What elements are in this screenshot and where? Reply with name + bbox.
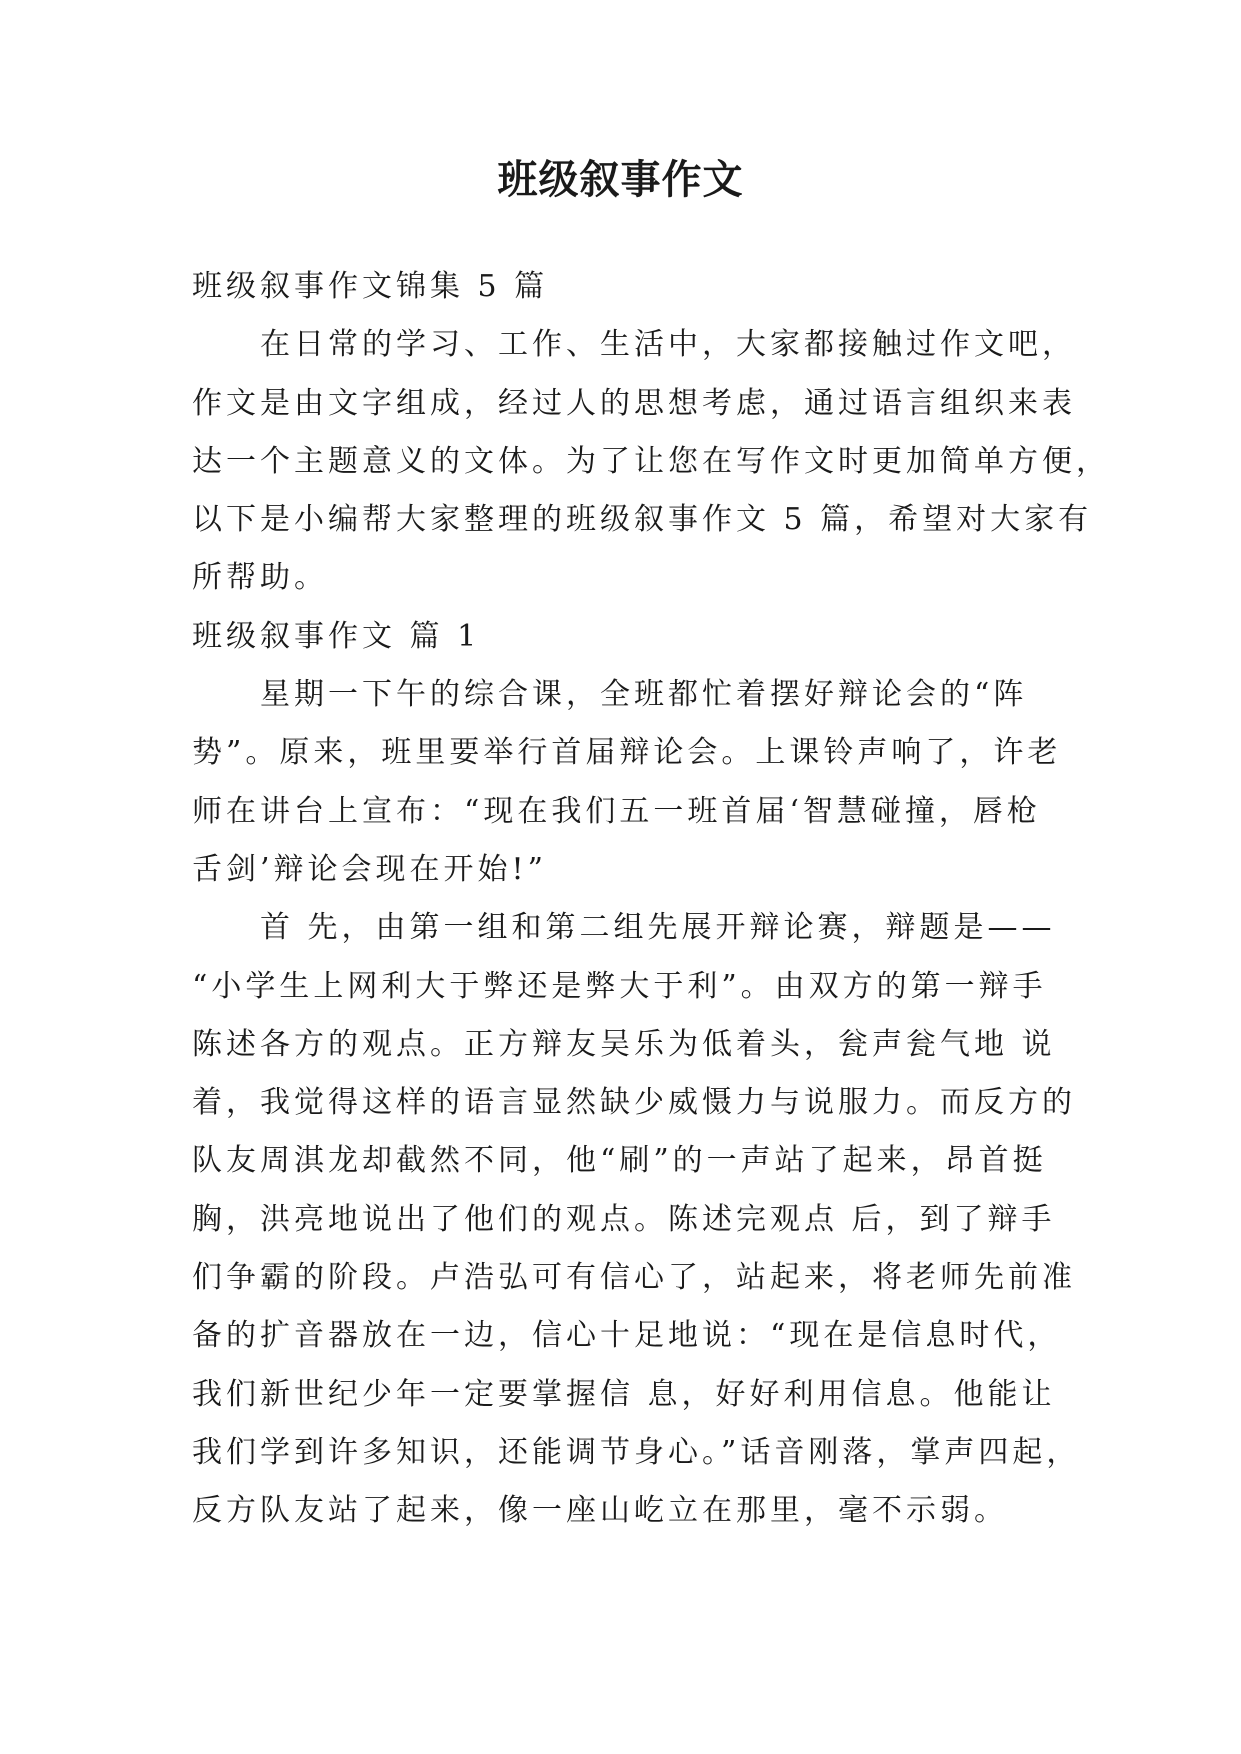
paragraph-line: 舌剑’辩论会现在开始!” [192, 851, 547, 887]
paragraph-line: “小学生上网利大于弊还是弊大于利”。由双方的第一辩手 [192, 968, 1047, 1004]
paragraph-line: 在日常的学习、工作、生活中，大家都接触过作文吧， [260, 327, 1076, 363]
paragraph-line: 以下是小编帮大家整理的班级叙事作文 5 篇，希望对大家有 [192, 502, 1093, 538]
paragraph-line: 师在讲台上宣布：“现在我们五一班首届‘智慧碰撞，唇枪 [192, 793, 1041, 829]
paragraph-line: 星期一下午的综合课，全班都忙着摆好辩论会的“阵 [260, 677, 1028, 713]
paragraph-line: 队友周淇龙却截然不同，他“刷”的一声站了起来，昂首挺 [192, 1143, 1047, 1179]
document-title: 班级叙事作文 [497, 156, 744, 203]
paragraph-line: 我们学到许多知识，还能调节身心。”话音刚落，掌声四起， [192, 1434, 1081, 1470]
paragraph-line: 反方队友站了起来，像一座山屹立在那里，毫不示弱。 [192, 1493, 1008, 1529]
document-body [192, 258, 1110, 1541]
paragraph-line: 我们新世纪少年一定要掌握信 息，好好利用信息。他能让 [192, 1376, 1056, 1412]
paragraph-line: 达一个主题意义的文体。为了让您在写作文时更加简单方便， [192, 443, 1110, 479]
paragraph-line: 首 先，由第一组和第二组先展开辩论赛，辩题是—— [260, 910, 1056, 946]
collection-heading: 班级叙事作文锦集 5 篇 [192, 269, 549, 304]
paragraph-line: 备的扩音器放在一边，信心十足地说：“现在是信息时代， [192, 1318, 1062, 1354]
paragraph-line: 所帮助。 [192, 560, 328, 596]
paragraph-line: 作文是由文字组成，经过人的思想考虑，通过语言组织来表 [192, 385, 1076, 421]
paragraph-line: 着，我觉得这样的语言显然缺少威慑力与说服力。而反方的 [192, 1085, 1076, 1121]
paragraph-line: 胸，洪亮地说出了他们的观点。陈述完观点 后，到了辩手 [192, 1201, 1056, 1237]
paragraph-line: 们争霸的阶段。卢浩弘可有信心了，站起来，将老师先前准 [192, 1260, 1076, 1296]
paragraph-line: 势”。原来，班里要举行首届辩论会。上课铃声响了，许老 [192, 735, 1062, 771]
section-heading: 班级叙事作文 篇 1 [192, 618, 481, 654]
paragraph-line: 陈述各方的观点。正方辩友吴乐为低着头，瓮声瓮气地 说 [192, 1026, 1056, 1062]
